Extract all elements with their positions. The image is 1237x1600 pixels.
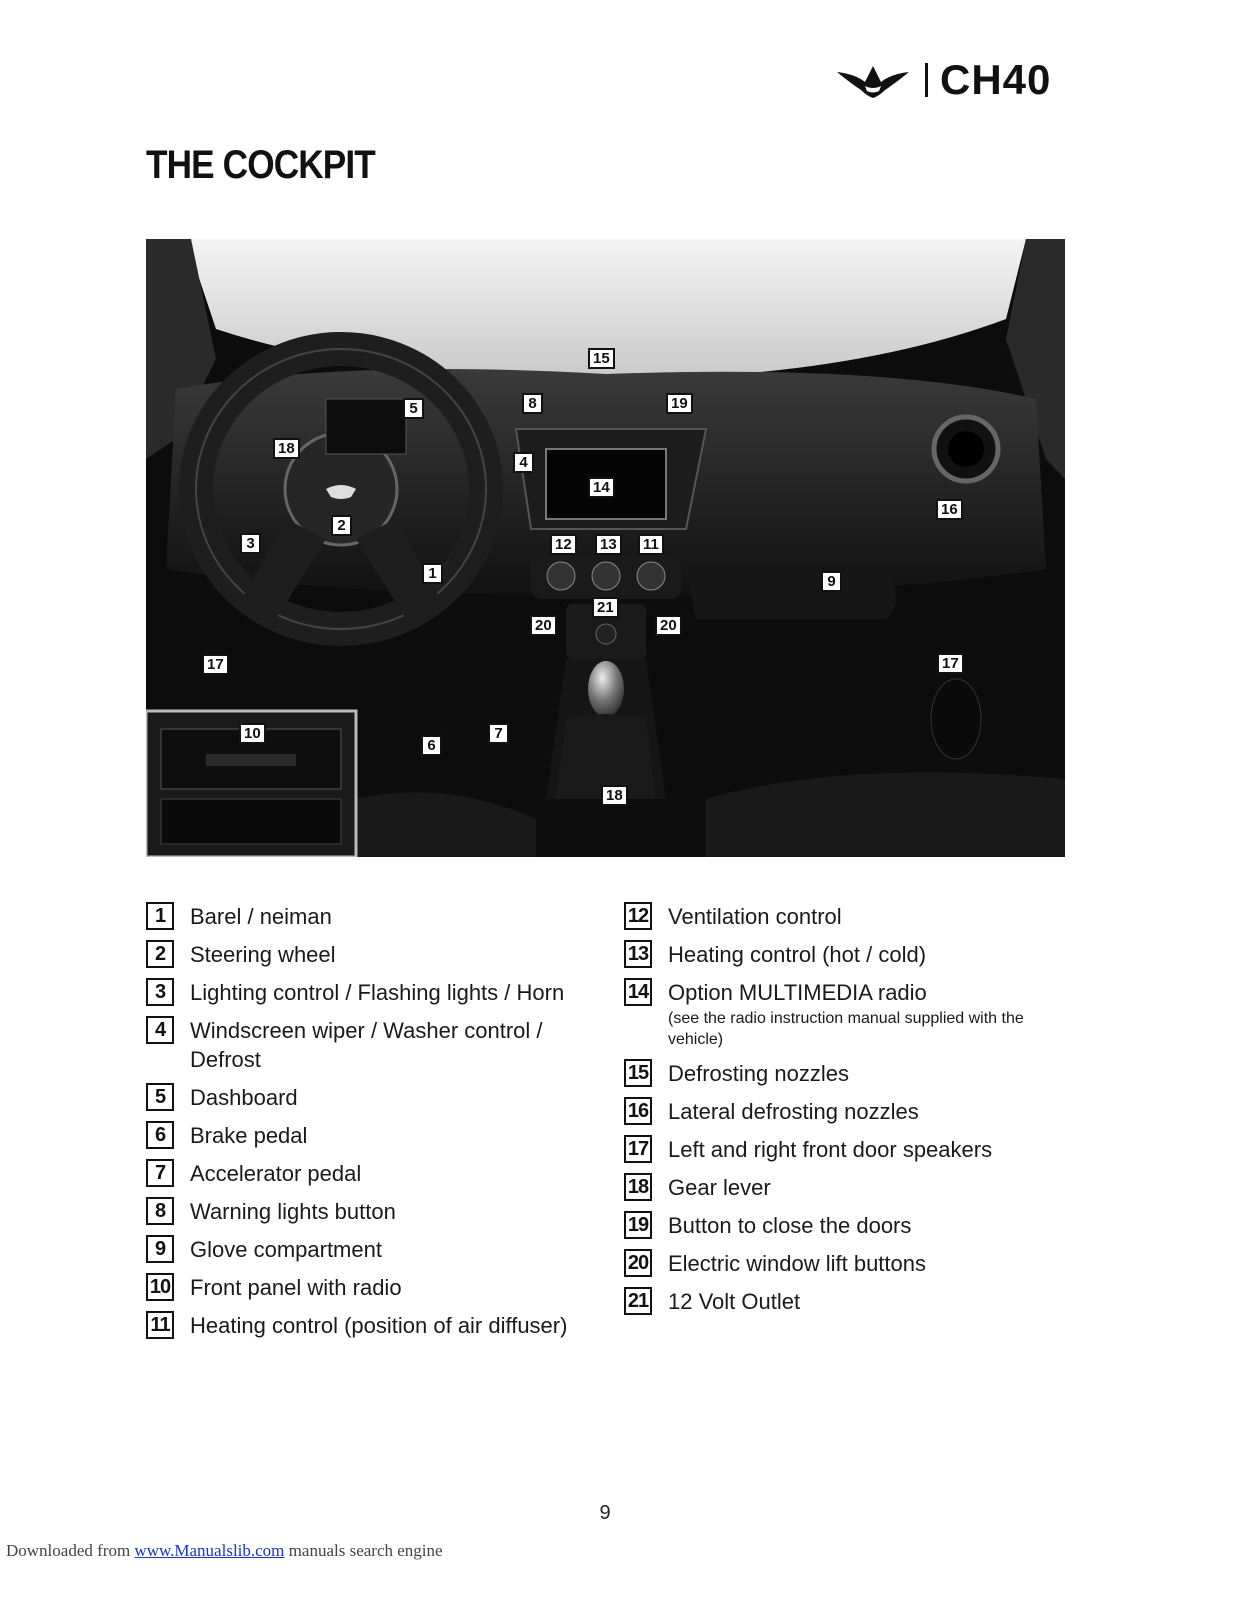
item-label: 12 Volt Outlet bbox=[668, 1289, 801, 1314]
legend-item bbox=[146, 1121, 606, 1150]
item-number: 15 bbox=[624, 1059, 652, 1087]
item-label: Ventilation control bbox=[668, 904, 842, 929]
legend-left-column bbox=[146, 902, 606, 1349]
model-name: CH40 bbox=[940, 56, 1052, 103]
footer-prefix: Downloaded from bbox=[6, 1541, 135, 1560]
item-label: Accelerator pedal bbox=[190, 1161, 362, 1186]
item-label: Front panel with radio bbox=[190, 1275, 402, 1300]
page-title: THE COCKPIT bbox=[146, 143, 375, 187]
legend-right-column bbox=[624, 902, 1084, 1325]
item-label: Warning lights button bbox=[190, 1199, 396, 1224]
item-number: 19 bbox=[624, 1211, 652, 1239]
item-number: 17 bbox=[624, 1135, 652, 1163]
header-separator bbox=[925, 63, 928, 97]
callout-5: 5 bbox=[403, 398, 424, 419]
item-number: 12 bbox=[624, 902, 652, 930]
legend-item bbox=[146, 1235, 606, 1264]
item-number: 4 bbox=[146, 1016, 174, 1044]
legend-item bbox=[624, 940, 1084, 969]
item-label: Brake pedal bbox=[190, 1123, 308, 1148]
item-number: 3 bbox=[146, 978, 174, 1006]
item-label: Barel / neiman bbox=[190, 904, 332, 929]
item-label: Steering wheel bbox=[190, 942, 336, 967]
legend-item bbox=[146, 1197, 606, 1226]
item-number: 5 bbox=[146, 1083, 174, 1111]
item-label bbox=[668, 978, 1058, 1050]
legend-item bbox=[146, 1159, 606, 1188]
callout-10: 10 bbox=[239, 723, 266, 744]
footer-suffix: manuals search engine bbox=[284, 1541, 443, 1560]
callout-14: 14 bbox=[588, 477, 615, 498]
legend-item bbox=[624, 1059, 1084, 1088]
item-number: 8 bbox=[146, 1197, 174, 1225]
legend-item bbox=[624, 1173, 1084, 1202]
callout-17-right: 17 bbox=[937, 653, 964, 674]
callout-6: 6 bbox=[421, 735, 442, 756]
callout-9: 9 bbox=[821, 571, 842, 592]
callout-8: 8 bbox=[522, 393, 543, 414]
callout-20-left: 20 bbox=[530, 615, 557, 636]
item-label: Dashboard bbox=[190, 1085, 298, 1110]
item-number: 21 bbox=[624, 1287, 652, 1315]
item-number: 20 bbox=[624, 1249, 652, 1277]
legend-item bbox=[624, 1135, 1084, 1164]
item-number: 7 bbox=[146, 1159, 174, 1187]
callout-20-right: 20 bbox=[655, 615, 682, 636]
callout-12: 12 bbox=[550, 534, 577, 555]
footer bbox=[6, 1541, 443, 1561]
item-label: Left and right front door speakers bbox=[668, 1137, 993, 1162]
legend-item bbox=[624, 902, 1084, 931]
item-label: Lateral defrosting nozzles bbox=[668, 1099, 919, 1124]
callout-16: 16 bbox=[936, 499, 963, 520]
legend-item bbox=[624, 1097, 1084, 1126]
item-number: 11 bbox=[146, 1311, 174, 1339]
item-number: 13 bbox=[624, 940, 652, 968]
callout-4: 4 bbox=[513, 452, 534, 473]
legend-item bbox=[624, 1249, 1084, 1278]
legend-item bbox=[146, 978, 606, 1007]
callout-17-left: 17 bbox=[202, 654, 229, 675]
item-note: (see the radio instruction manual supplied with the vehicle) bbox=[668, 1010, 1024, 1048]
item-number: 18 bbox=[624, 1173, 652, 1201]
callout-18-a: 18 bbox=[273, 438, 300, 459]
legend-item bbox=[146, 940, 606, 969]
callout-19: 19 bbox=[666, 393, 693, 414]
item-label: Button to close the doors bbox=[668, 1213, 912, 1238]
callout-7: 7 bbox=[488, 723, 509, 744]
item-number: 1 bbox=[146, 902, 174, 930]
item-label: Lighting control / Flashing lights / Horn bbox=[190, 980, 565, 1005]
header-logo bbox=[835, 58, 1051, 102]
callout-18-b: 18 bbox=[601, 785, 628, 806]
callout-1: 1 bbox=[422, 563, 443, 584]
legend-item bbox=[146, 1083, 606, 1112]
item-label: Glove compartment bbox=[190, 1237, 382, 1262]
item-number: 10 bbox=[146, 1273, 174, 1301]
legend-item bbox=[146, 1311, 606, 1340]
item-label: Defrosting nozzles bbox=[668, 1061, 849, 1086]
legend-item bbox=[624, 1287, 1084, 1316]
item-number: 6 bbox=[146, 1121, 174, 1149]
callout-3: 3 bbox=[240, 533, 261, 554]
item-label: Heating control (position of air diffuser) bbox=[190, 1313, 568, 1338]
cockpit-photo bbox=[146, 239, 1065, 857]
legend-item bbox=[146, 1016, 606, 1074]
item-label: Gear lever bbox=[668, 1175, 771, 1200]
callout-21: 21 bbox=[592, 597, 619, 618]
legend-item bbox=[146, 1273, 606, 1302]
item-label: Electric window lift buttons bbox=[668, 1251, 926, 1276]
callout-2: 2 bbox=[331, 515, 352, 536]
item-number: 16 bbox=[624, 1097, 652, 1125]
item-number: 14 bbox=[624, 978, 652, 1006]
item-label: Heating control (hot / cold) bbox=[668, 942, 927, 967]
callout-11: 11 bbox=[638, 534, 664, 555]
callout-15: 15 bbox=[588, 348, 615, 369]
page-number: 9 bbox=[599, 1502, 611, 1524]
callout-13: 13 bbox=[595, 534, 622, 555]
crown-logo-icon bbox=[835, 60, 911, 100]
legend-item bbox=[146, 902, 606, 931]
item-label: Windscreen wiper / Washer control / Defrost bbox=[190, 1018, 543, 1072]
item-label-main: Option MULTIMEDIA radio bbox=[668, 980, 927, 1005]
legend-item bbox=[624, 1211, 1084, 1240]
manualslib-link[interactable]: www.Manualslib.com bbox=[134, 1541, 285, 1560]
item-number: 9 bbox=[146, 1235, 174, 1263]
legend-item bbox=[624, 978, 1084, 1050]
item-number: 2 bbox=[146, 940, 174, 968]
